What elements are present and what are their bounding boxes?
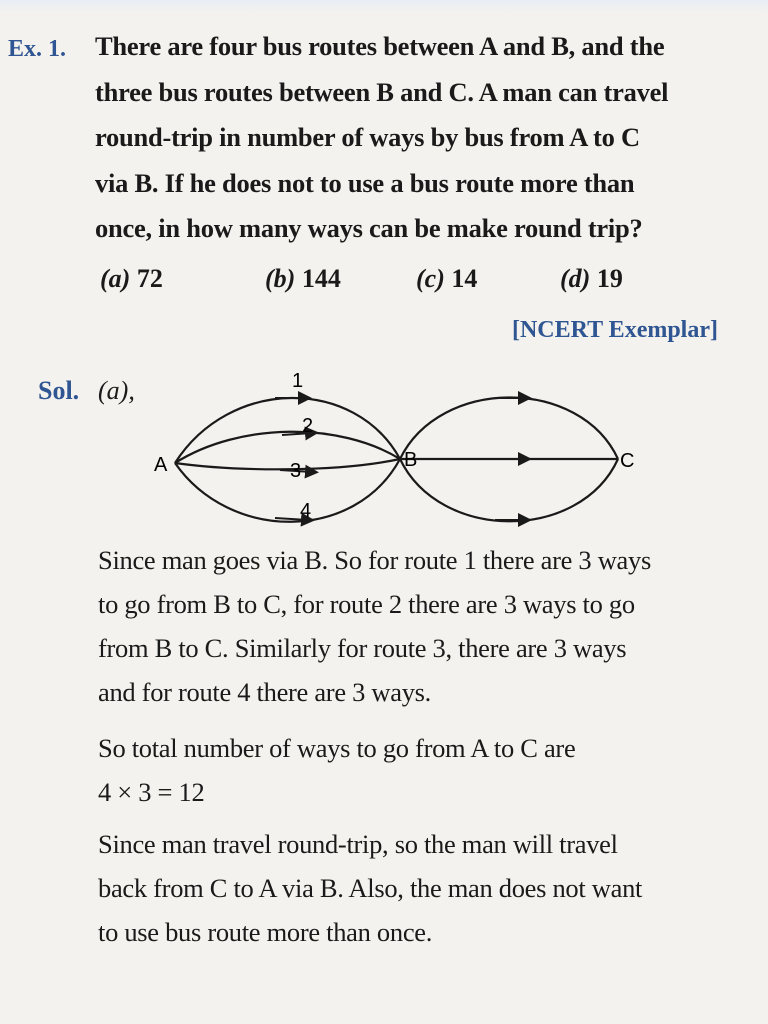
question-line: via B. If he does not to use a bus route more than (95, 167, 635, 198)
option-letter: (c) (416, 264, 445, 293)
text-line: to use bus route more than once. (98, 917, 433, 947)
source-reference: [NCERT Exemplar] (511, 317, 718, 343)
solution-label: Sol. (38, 376, 80, 405)
route-diagram (140, 362, 660, 537)
node-a-label: A (154, 454, 168, 476)
top-page-edge (0, 0, 768, 14)
option-letter: (b) (265, 264, 296, 293)
option-value: 144 (301, 264, 341, 293)
node-c-label: C (620, 450, 635, 472)
route-1-path (175, 398, 400, 463)
text-line: back from C to A via B. Also, the man does not want (98, 873, 643, 903)
option-letter: (d) (560, 264, 591, 293)
text-line: to go from B to C, for route 2 there are 3 ways to go (98, 589, 635, 619)
route-2-path (175, 432, 400, 463)
route-label: 3 (290, 460, 302, 482)
text-line: So total number of ways to go from A to C are (98, 733, 576, 763)
question-text (95, 24, 735, 252)
question-line: three bus routes between B and C. A man can travel (95, 76, 669, 107)
route-3-path (175, 459, 400, 469)
text-line: and for route 4 there are 3 ways. (98, 677, 431, 707)
text-line: Since man travel round-trip, so the man will travel (98, 829, 618, 859)
option-b (265, 264, 341, 294)
route-label: 2 (302, 415, 314, 437)
option-letter: (a) (100, 264, 131, 293)
option-c (416, 264, 477, 294)
option-value: 19 (596, 264, 623, 293)
example-label: Ex. 1. (8, 36, 67, 62)
question-line: There are four bus routes between A and B, and the (95, 31, 665, 61)
question-line: round-trip in number of ways by bus from A to C (95, 122, 640, 152)
node-b-label: B (404, 449, 418, 471)
option-a (100, 264, 163, 294)
solution-paragraph-1 (98, 538, 738, 714)
solution-paragraph-2 (98, 726, 738, 814)
route-label: 1 (292, 370, 304, 392)
solution-paragraph-3 (98, 822, 738, 954)
text-line: Since man goes via B. So for route 1 there are 3 ways (98, 545, 651, 575)
route-label: 4 (300, 500, 312, 522)
option-d (560, 264, 623, 294)
bc-route-bottom (400, 459, 618, 521)
option-value: 72 (136, 264, 163, 293)
text-line: 4 × 3 = 12 (98, 777, 205, 807)
bc-route-top (400, 398, 618, 460)
solution-answer (98, 376, 135, 406)
question-line: once, in how many ways can be make round trip? (95, 213, 643, 243)
solution-answer-text: (a), (98, 376, 135, 405)
option-value: 14 (451, 264, 478, 293)
answer-options (0, 264, 768, 298)
text-line: from B to C. Similarly for route 3, there are 3 ways (98, 633, 627, 663)
